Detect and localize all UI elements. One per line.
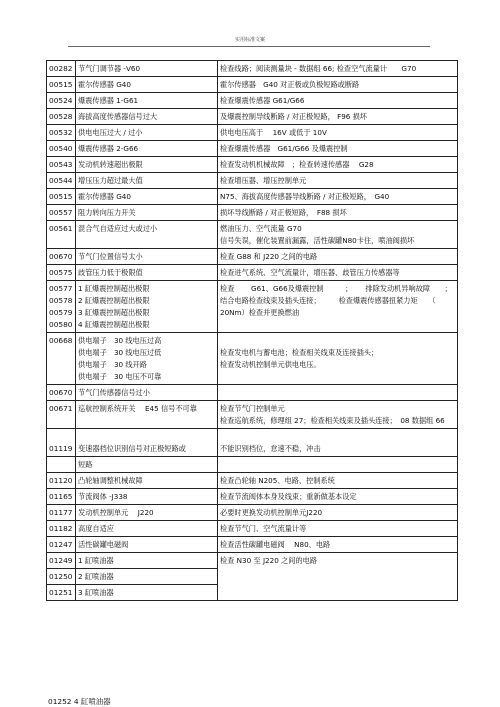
fault-description: 爆震传感器 1-G61 [78,96,139,105]
fault-code: 01182 [49,524,73,533]
repair-action-cell [218,521,458,537]
fault-code: 00577 [49,284,73,293]
fault-description: 混合气自适应过大或过小 [78,224,158,233]
repair-action-cell [218,281,458,333]
repair-action [220,335,455,347]
table-row [47,125,458,141]
table-row [47,401,458,429]
fault-code: 00557 [49,208,73,217]
table-row [47,505,458,521]
fault-code: 00544 [49,176,73,185]
fault-code: 01177 [49,508,73,517]
repair-action-cell [218,205,458,221]
repair-action-cell [218,333,458,385]
repair-action: 供电电压高于 16V 或低于 10V [220,128,327,137]
repair-action-cell [218,505,458,521]
table-row [47,429,458,457]
fault-code-cell [47,109,76,125]
fault-description: 2 缸爆震控制超出极限 [78,296,150,305]
table-row [47,537,458,553]
table-row [47,521,458,537]
repair-action-cell [218,125,458,141]
repair-action-cell [218,189,458,205]
fault-code: 01120 [49,476,73,485]
repair-action: 检查节流阀体本身及线束；重新做基本设定 [220,492,357,501]
fault-code-cell [47,61,76,77]
fault-description-cell [76,521,218,537]
repair-action-cell [218,473,458,489]
fault-code-cell [47,553,76,569]
fault-code [49,459,73,471]
fault-code [49,359,73,371]
fault-description-cell [76,505,218,521]
repair-action-cell [218,429,458,457]
fault-code: 00515 [49,80,73,89]
fault-description: 供电端子 30 线开路 [78,360,147,369]
repair-action [220,387,455,399]
fault-description: 1 缸爆震控制超出极限 [78,284,150,293]
table-row [47,385,458,401]
fault-description-cell [76,537,218,553]
repair-action-cell [218,489,458,505]
fault-description: 阻力转向压力开关 [78,208,136,217]
repair-action: 检查节气门、空气流量计等 [220,524,307,533]
table-row [47,93,458,109]
repair-action: 检查 N30 至 J220 之间的电路 [220,556,318,565]
fault-code-cell [47,189,76,205]
fault-description: 短路 [78,460,93,469]
fault-code [49,431,73,443]
fault-code-cell [47,489,76,505]
repair-action: 检查 G61、G66及爆震控制 ； 排除发动机异响故障 ； [220,284,452,293]
fault-code-cell [47,93,76,109]
repair-action: 检查活性碳罐电磁阀 N80、电路 [220,540,331,549]
repair-action [220,431,455,443]
fault-description-cell [76,109,218,125]
repair-action: 燃油压力、空气流量 G70 [220,224,302,233]
fault-description-cell [76,221,218,249]
repair-action-cell [218,385,458,401]
trailing-desc: 4 缸喷油器 [73,697,111,706]
repair-action: 检查凸轮轴 N205、电路、控制系统 [220,476,335,485]
fault-code-cell [47,265,76,281]
repair-action: 及爆震控制导线断路 / 对正极短路， F96 损坏 [220,112,368,121]
repair-action [220,319,455,331]
fault-description: 供电端子 30 线电压过低 [78,348,162,357]
fault-code-cell [47,569,76,585]
fault-code: 01165 [49,492,73,501]
fault-description-cell [76,205,218,221]
repair-action-cell [218,109,458,125]
fault-description: 海拔高度传感器信号过大 [78,112,158,121]
table-row [47,77,458,93]
repair-action: 信号失误，催化装置前漏露，活性碳罐N80卡住，喷油阀损坏 [220,236,415,245]
repair-action: 必要时更换发动机控制单元J220 [220,508,323,517]
fault-description-cell [76,473,218,489]
fault-description-cell [76,585,218,601]
fault-description: 巡航控制系统开关 E45 信号不可靠 [78,404,197,413]
fault-description: 发动机控制单元 J220 [78,508,154,517]
repair-action: 检查 G88 和 J220 之间的电路 [220,252,318,261]
fault-code: 00540 [49,144,73,153]
fault-description-cell [76,429,218,457]
fault-description-cell [76,125,218,141]
fault-description-cell [76,189,218,205]
fault-description: 2 缸喷油器 [78,572,114,581]
fault-code-cell [47,173,76,189]
fault-code-cell [47,157,76,173]
repair-action-cell [218,249,458,265]
repair-action-cell [218,221,458,249]
fault-code: 01119 [49,444,73,453]
fault-description-cell [76,569,218,585]
repair-action: 霍尔传感器 G40 对正极或负极短路或断路 [220,80,360,89]
fault-code-cell [47,473,76,489]
fault-code: 01247 [49,540,73,549]
repair-action-cell [218,537,458,553]
fault-code-cell [47,77,76,93]
repair-action-cell [218,457,458,473]
fault-description-cell [76,265,218,281]
table-row [47,157,458,173]
fault-code: 00575 [49,268,73,277]
fault-description-cell [76,333,218,385]
header-divider [68,46,430,47]
fault-description: 节气门调节器 -V60 [78,64,141,73]
fault-description: 凸轮轴调整机械故障 [78,476,143,485]
page-header-title: 实用标准文案 [234,37,265,43]
table-row [47,553,458,569]
repair-action: 检查发动机控制单元供电电压。 [220,360,321,369]
fault-code-cell [47,249,76,265]
fault-code: 00670 [49,252,73,261]
repair-action: 检查发电机与蓄电池；检查相关线束及连接插头； [220,348,379,357]
fault-description-cell [76,93,218,109]
fault-description: 供电端子 30 线电压过高 [78,336,162,345]
fault-code: 00282 [49,64,73,73]
repair-action-cell [218,77,458,93]
fault-description: 发动机转速超出极限 [78,160,143,169]
fault-description-cell [76,401,218,429]
fault-description: 3 缸喷油器 [78,588,114,597]
table-row [47,189,458,205]
fault-description-cell [76,157,218,173]
table-row [47,333,458,385]
fault-description: 增压压力超过最大值 [78,176,143,185]
fault-code-cell [47,585,76,601]
table-row [47,473,458,489]
fault-description-cell [76,489,218,505]
fault-description: 高度自适应 [78,524,114,533]
fault-description-cell [76,249,218,265]
fault-description: 节气门位置信号太小 [78,252,143,261]
fault-description: 1 缸喷油器 [78,556,114,565]
fault-description: 歧管压力低于极限值 [78,268,143,277]
fault-code: 00578 [49,296,73,305]
trailing-entry [48,696,111,707]
fault-code [49,347,73,359]
fault-code: 00580 [49,320,73,329]
fault-description: 节流阀体 -J338 [78,492,128,501]
fault-code-cell [47,457,76,473]
fault-code-cell [47,281,76,333]
table-row [47,281,458,333]
fault-description: 4 缸爆震控制超出极限 [78,320,150,329]
fault-code: 01250 [49,572,73,581]
fault-code-cell [47,141,76,157]
repair-action [220,371,455,383]
repair-action: 检查发动机机械故障 ；检查转速传感器 G28 [220,160,374,169]
repair-action: 不能识别档位，怠速不稳，冲击 [220,444,321,453]
fault-code: 00561 [49,224,73,233]
fault-code: 01251 [49,588,73,597]
fault-description-cell [76,77,218,93]
fault-code [49,371,73,383]
repair-action-cell [218,553,458,601]
table-row [47,249,458,265]
fault-code: 01249 [49,556,73,565]
fault-code: 00671 [49,404,73,413]
repair-action-cell [218,265,458,281]
repair-action: N75、海拔高度传感器导线断路 / 对正极短路， G40 [220,192,390,201]
fault-description-cell [76,173,218,189]
fault-code: 00543 [49,160,73,169]
fault-description-cell [76,457,218,473]
fault-description: 活性碳罐电磁阀 [78,540,129,549]
fault-description: 霍尔传感器 G40 [78,80,131,89]
table-row [47,109,458,125]
fault-description-cell [76,385,218,401]
fault-description: 变速器档位识别信号对正极短路或 [78,444,186,453]
table-row [47,457,458,473]
repair-action: 结合电路检查线束及插头连接； 检查爆震传感器扭紧力矩 （ [220,296,436,305]
fault-description: 供电端子 30 电压不可靠 [78,372,162,381]
table-row [47,265,458,281]
fault-description: 霍尔传感器 G40 [78,192,131,201]
fault-code: 00528 [49,112,73,121]
repair-action: 检查节气门控制单元 [220,404,285,413]
fault-code-table [46,60,458,601]
fault-code-cell [47,521,76,537]
fault-code: 00670 [49,388,73,397]
repair-action: 检查线路；阅读测量块 - 数据组 66; 检查空气流量计 G70 [220,64,417,73]
fault-description-cell [76,281,218,333]
repair-action: 损坏导线断路 / 对正极短路， F88 损坏 [220,208,347,217]
fault-code: 00524 [49,96,73,105]
repair-action: 检查巡航系统，修理组 27；检查相关线束及插头连接； 08 数据组 66 [220,416,445,425]
table-row [47,205,458,221]
fault-code-cell [47,537,76,553]
fault-code-cell [47,385,76,401]
repair-action-cell [218,401,458,429]
repair-action: 检查进气系统、空气流量计，增压器、歧管压力传感器等 [220,268,400,277]
fault-code-cell [47,125,76,141]
repair-action-cell [218,141,458,157]
fault-code-cell [47,401,76,429]
fault-description: 3 缸爆震控制超出极限 [78,308,150,317]
table-row [47,221,458,249]
repair-action-cell [218,61,458,77]
fault-description-cell [76,61,218,77]
repair-action-cell [218,93,458,109]
fault-code-cell [47,429,76,457]
repair-action: 检查爆震传感器 G61/G66 [220,96,305,105]
repair-action-cell [218,173,458,189]
repair-action-cell [218,157,458,173]
fault-description: 节气门传感器信号过小 [78,388,150,397]
table-row [47,489,458,505]
fault-description: 爆震传感器 2-G66 [78,144,139,153]
table-row [47,173,458,189]
fault-code-cell [47,205,76,221]
fault-code: 00668 [49,336,73,345]
fault-description: 供电电压过大 / 过小 [78,128,143,137]
fault-code: 00515 [49,192,73,201]
repair-action: 检查增压器、增压控制单元 [220,176,307,185]
fault-code-cell [47,333,76,385]
fault-code: 00579 [49,308,73,317]
fault-description-cell [76,553,218,569]
fault-description-cell [76,141,218,157]
repair-action: 检查爆震传感器 G61/G66 及爆震控制 [220,144,348,153]
trailing-code: 01252 [48,697,72,706]
repair-action: 20Nm）检查并更换燃油 [220,308,300,317]
fault-code-cell [47,221,76,249]
repair-action [220,459,455,471]
table-row [47,141,458,157]
fault-code: 00532 [49,128,73,137]
fault-code-cell [47,505,76,521]
table-row [47,61,458,77]
fault-description [78,431,215,443]
